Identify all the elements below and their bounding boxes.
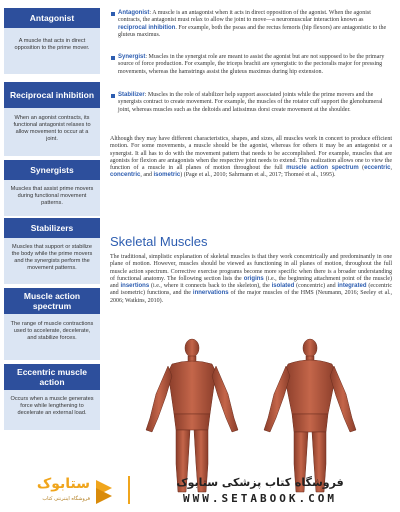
bullet-square-icon: [111, 56, 115, 60]
bullet-term-inline: reciprocal inhibition: [118, 24, 176, 31]
sidebar-box-muscle-action-spectrum: [4, 288, 100, 360]
sidebar-box-synergists: [4, 160, 100, 216]
bullet-square-icon: [111, 12, 115, 16]
term-innervations: innervations: [192, 290, 229, 297]
para-text: ) (Page et al., 2010; Sahrmann et al., 2017; Thomeé et al., 1995).: [180, 172, 336, 179]
footer-watermark: [0, 468, 400, 512]
term-integrated: integrated: [337, 283, 367, 290]
paragraph-muscle-roles: [110, 136, 392, 180]
para-text: of the major muscles of the HMS (Neumann, 2016; Seeley et al., 2006; Watkins, 2010).: [110, 290, 392, 304]
sidebar-box-title: Eccentric muscle action: [4, 364, 100, 390]
sidebar-box-text: Muscles that assist prime movers during functional movement patterns.: [4, 180, 100, 216]
para-text: (: [358, 165, 365, 172]
logo-subtext: فروشگاه اینترنتی کتاب: [42, 496, 90, 502]
bullet-text: Muscles in the synergist role are meant to assist the agonist but are not supposed to be the primary source of force production. For example, the triceps brachii are synergistic to the pectoralis major for pressing movements, whereas the hamstrings assist the gluteus maximus during hip extension.: [118, 54, 385, 75]
term-isolated: isolated: [271, 283, 295, 290]
sidebar-box-text: A muscle that acts in direct opposition to the prime mover.: [4, 28, 100, 74]
sidebar-box-title: Muscle action spectrum: [4, 288, 100, 314]
bullet-term: Synergist: [118, 54, 146, 60]
footer-divider: [128, 476, 130, 504]
term-eccentric: eccentric: [364, 165, 391, 172]
bullet-term: Stabilizer: [118, 92, 145, 98]
bullet-text: A muscle is an antagonist when it acts in direct opposition of the agonist. When the agonist contracts, the antagonist must relax to allow the joint to move—a neuromuscular interaction known as: [118, 10, 371, 24]
para-text: (i.e., where it connects back to the skeleton), the: [149, 283, 272, 290]
bullet-antagonist: Antagonist: A muscle is an antagonist when it acts in direct opposition of the agonist. When the agonist contracts, the antagonist must relax to allow the joint to move—a neuromuscular interaction known as reciprocal inhibition. For example, both the psoas and the rectus femoris (hip flexors) are antagonistic to the gluteus maximus.: [118, 10, 390, 39]
para-text: ,: [390, 165, 392, 172]
sidebar-box-antagonist: [4, 8, 100, 74]
para-text: (eccentric and isometric) functions, and the: [110, 283, 392, 297]
bullet-square-icon: [111, 94, 115, 98]
bullet-text-end: . For example, both the psoas and the rectus femoris (hip flexors) are antagonistic to the gluteus maximus.: [118, 24, 387, 38]
sidebar-box-text: Occurs when a muscle generates force while lengthening to decelerate an external load.: [4, 390, 100, 430]
sidebar-box-text: Muscles that support or stabilize the body while the prime movers and the synergists perform the movement patterns.: [4, 238, 100, 284]
sidebar-box-title: Stabilizers: [4, 218, 100, 238]
term-concentric: concentric: [110, 172, 141, 179]
term-muscle-action-spectrum: muscle action spectrum: [286, 165, 359, 172]
sidebar-box-eccentric-muscle-action: [4, 364, 100, 430]
sidebar-box-text: When an agonist contracts, its functional antagonist relaxes to allow movement to occur at a joint.: [4, 108, 100, 156]
store-name: فروشگاه کتاب پزشکی ستابوک: [176, 476, 344, 489]
para-text: (concentric) and: [294, 283, 338, 290]
sidebar-box-text: The range of muscle contractions used to accelerate, decelerate, and stabilize forces.: [4, 314, 100, 360]
para-text: (i.e., the beginning attachment point of the muscle) and: [110, 275, 392, 290]
term-origins: origins: [243, 275, 264, 282]
para-text: , and: [140, 172, 154, 179]
sidebar-box-title: Synergists: [4, 160, 100, 180]
sidebar-box-title: Antagonist: [4, 8, 100, 28]
term-insertions: insertions: [120, 283, 150, 290]
section-heading: Skeletal Muscles: [110, 234, 208, 249]
bullet-synergist: Synergist: Muscles in the synergist role are meant to assist the agonist but are not supposed to be the primary source of force production. For example, the triceps brachii are synergistic to the pectoralis major for pressing movements, whereas the hamstrings assist the gluteus maximus during hip extension.: [118, 54, 390, 76]
sidebar-box-stabilizers: [4, 218, 100, 284]
para-text: The traditional, simplistic explanation of skeletal muscles is that they work concentrically and predominantly in one plane of motion. However, muscles should be viewed as functioning in all planes of motion, throughout the full muscle action spectrum. Corrective exercise programs become more specific when there is a broader understanding of functional anatomy. The following section lists the: [110, 254, 392, 282]
bullet-term: Antagonist: [118, 10, 150, 16]
term-isometric: isometric: [153, 172, 181, 179]
sidebar-box-title: Reciprocal inhibition: [4, 82, 100, 108]
paragraph-skeletal-muscles: [110, 254, 392, 305]
para-text: Although they may have different characteristics, shapes, and sizes, all muscles work in concert to produce efficient motion. For some movements, a muscle should be the agonist, whereas for others it may be an antagonist or a synergist. It all has to do with the movement pattern that needs to be accomplished. For example, muscles that are agonists for flexion are antagonists when the respective joint needs to extend. This realization allows one to view the function of a muscle in all planes of motion throughout the full: [110, 136, 392, 172]
sidebar-box-reciprocal-inhibition: [4, 82, 100, 156]
logo-text: ستابوک: [36, 476, 90, 492]
store-url-link[interactable]: WWW.SETABOOK.COM: [183, 492, 337, 505]
bullet-stabilizer: Stabilizer: Muscles in the role of stabilizer help support associated joints while the prime movers and the synergists contract to create movement. For example, the muscles of the rotator cuff support the glenohumeral joint, whereas muscles such as the deltoids and latissimus dorsi create movement at the shoulder.: [118, 92, 390, 114]
bullet-text: Muscles in the role of stabilizer help support associated joints while the prime movers and the synergists contract to create movement. For example, the muscles of the rotator cuff support the glenohumeral joint, whereas muscles such as the deltoids and latissimus dorsi create movement at the shoulder.: [118, 92, 383, 113]
